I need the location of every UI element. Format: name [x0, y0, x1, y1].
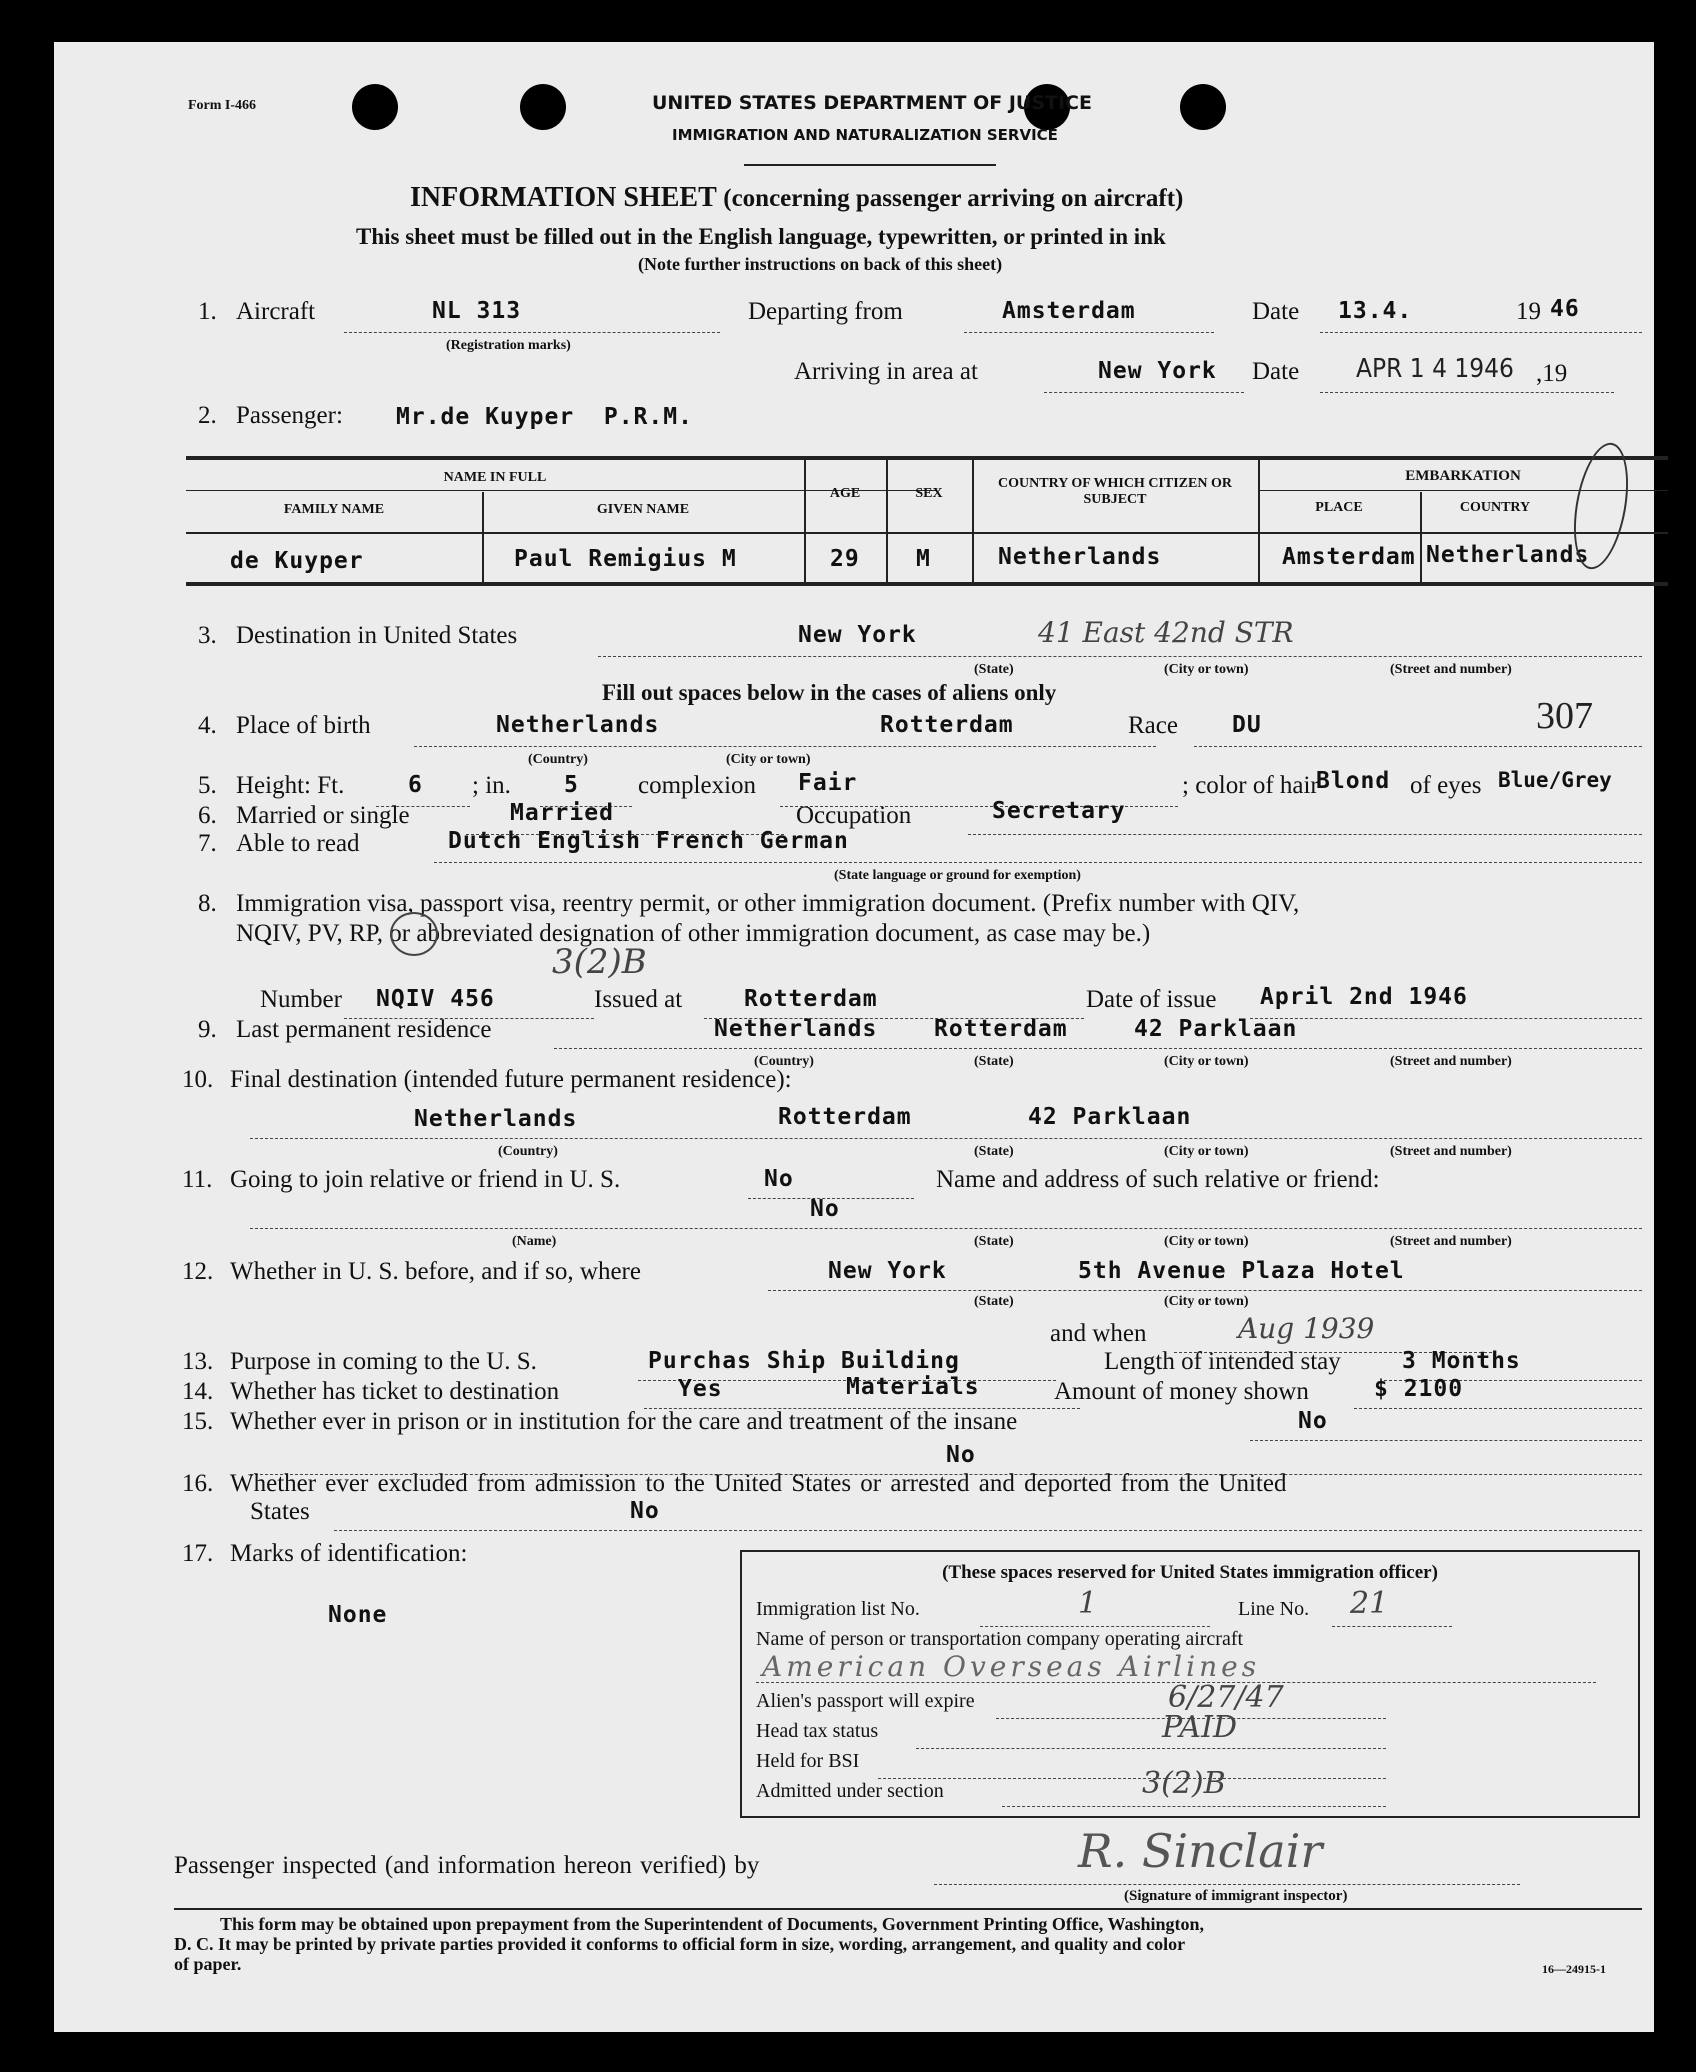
form-sheet: Form I-466 UNITED STATES DEPARTMENT OF JUSTICE IMMIGRATION AND NATURALIZATION SERVICE INFORMATION SHEET (concerning passenger arriving on aircraft) This sheet must be filled out in the English language, typewritten, or printed in ink (Note further instructions on back of this sheet) 1. Aircraft NL 313 (Registration marks) Departing from Amsterdam Date 13.4. 19 46 Arriving in area at New York Date APR 1 4 1946 ,19 2. Passenger: Mr.de Kuyper P.R.M. NAME IN FULL FAMILY NAME GIVEN NAME AGE SEX COUNTRY OF WHICH CITIZEN OR SUBJECT EMBARKATION PLACE COUNTRY de Kuyper Paul Remigius M 29 M Netherlands Amsterdam Netherlands 3. Destination in United States New York 41 East 42nd STR (State) (City or town) (Street and number) Fill out spaces below in the cases of aliens only 4. Place of birth Netherlands Rotterdam (Country) (City or town) Race DU 307 5. Height: Ft. 6 ; in. 5 complexion Fair ; color of hair Blond of eyes Blue/Grey 6. Married or single Married Occupation Secretary 7. Able to read Dutch English French German (State language or ground for exemption) 8. Immigration visa, passport visa, reentry permit, or other immigration document. (Prefix number with QIV, NQIV, PV, RP, or abbreviated designation of other immigration document, as case may be.) 3(2)B Number NQIV 456 Issued at Rotterdam Date of issue April 2nd 1946 9. Last permanent residence Netherlands Rotterdam 42 Parklaan (Country) (State) (City or town) (Street and number) 10. Final destination (intended future permanent residence): Netherlands Rotterdam 42 Parklaan (Country) (State) (City or town) (Street and number) 11. Going to join relative or friend in U. S. No Name and address of such relative or friend: No (Name) (State) (City or town) (Street and number) 12. Whether in U. S. before, and if so, where New York 5th Avenue Plaza Hotel (State) (City or town) and when Aug 1939 13. Purpose in coming to the U. S. Purchas Ship Building Length of intended stay 3 Months 14. Whether has ticket to destination Yes Materials Amount of money shown $ 2100 15. Whether ever in prison or in institution for the care and treatment of the insane No No 16. Whether ever excluded from admission to the United States or arrested and deported from the United States No 17. Marks of identification: None (These spaces reserved for United States immigration officer) Immigration list No. 1 Line No. 21 Name of person or transportation company operating aircraft American Overseas Airlines Alien's passport will expire 6/27/47 Head tax status PAID Held for BSI Admitted under section 3(2)B Passenger inspected (and information hereon verified) by R. Sinclair (Signature of immigrant inspector) This form may be obtained upon prepayment from the Superintendent of Documents, Government Printing Office, Washington, D. C. It may be printed by private parties provided it conforms to official form in size, wording, arrangement, and quality and color of paper. 16—24915-1: [54, 42, 1654, 2032]
form-code: 16—24915-1: [1542, 1962, 1606, 1976]
passenger-value[interactable]: Mr.de Kuyper P.R.M.: [396, 404, 693, 430]
family-name-value[interactable]: de Kuyper: [230, 548, 364, 574]
q2-number: 2.: [198, 402, 217, 429]
embarkation-country-header: COUNTRY: [1459, 500, 1531, 515]
inspector-signature[interactable]: R. Sinclair: [1078, 1824, 1323, 1878]
passport-expiry[interactable]: 6/27/47: [1168, 1680, 1284, 1715]
ticket-value[interactable]: Yes: [678, 1376, 723, 1402]
purpose-continued[interactable]: Materials: [846, 1374, 980, 1400]
date-label: Date: [1252, 298, 1300, 325]
excluded-label-1: Whether ever excluded from admission to the United States or arrested and deported from the United: [230, 1470, 1287, 1497]
family-name-header: FAMILY NAME: [283, 502, 385, 517]
race-value[interactable]: DU: [1232, 712, 1262, 738]
table-top-rule: [186, 456, 1668, 460]
form-id: Form I-466: [188, 98, 257, 113]
service-name: IMMIGRATION AND NATURALIZATION SERVICE: [672, 126, 1058, 144]
final-destination-label: Final destination (intended future permanent residence):: [230, 1066, 792, 1093]
document-handwritten-section: 3(2)B: [552, 942, 647, 982]
birth-country[interactable]: Netherlands: [496, 712, 660, 738]
head-tax-status[interactable]: PAID: [1162, 1710, 1237, 1745]
stamp-number: 307: [1536, 695, 1593, 737]
year-prefix: 19: [1516, 298, 1541, 325]
footer-rule: [174, 1908, 1642, 1910]
given-name-value[interactable]: Paul Remigius M: [514, 546, 737, 572]
residence-label: Last permanent residence: [236, 1016, 492, 1043]
name-in-full-header: NAME IN FULL: [443, 470, 547, 485]
registration-caption: (Registration marks): [446, 338, 571, 353]
destination-handwritten-address[interactable]: 41 East 42nd STR: [1038, 616, 1294, 649]
ticket-label: Whether has ticket to destination: [230, 1378, 560, 1405]
hair-color[interactable]: Blond: [1316, 768, 1391, 794]
eye-color[interactable]: Blue/Grey: [1498, 768, 1612, 792]
punch-hole: [520, 84, 566, 130]
race-label: Race: [1128, 712, 1178, 739]
languages-label: Able to read: [236, 830, 360, 857]
prison-label: Whether ever in prison or in institution for the care and treatment of the insane: [230, 1408, 1018, 1435]
identification-value[interactable]: None: [328, 1602, 388, 1628]
occupation-value[interactable]: Secretary: [992, 798, 1126, 824]
embarkation-place-value[interactable]: Amsterdam: [1282, 544, 1416, 570]
stay-value[interactable]: 3 Months: [1402, 1348, 1521, 1374]
q3-number: 3.: [198, 622, 217, 649]
admitted-section[interactable]: 3(2)B: [1142, 1766, 1226, 1801]
join-relative-label: Going to join relative or friend in U. S.: [230, 1166, 621, 1193]
officer-box: (These spaces reserved for United States immigration officer) Immigration list No. 1 Line No. 21 Name of person or transportation company operating aircraft American Overseas Airlines Alien's passport will expire 6/27/47 Head tax status PAID Held for BSI Admitted under section 3(2)B: [740, 1550, 1640, 1818]
footer-line-1: This form may be obtained upon prepayment from the Superintendent of Documents, Government Printing Office, Washington,: [220, 1914, 1205, 1934]
previous-visit-label: Whether in U. S. before, and if so, where: [230, 1258, 641, 1285]
q1-number: 1.: [198, 298, 217, 325]
final-country[interactable]: Netherlands: [414, 1106, 578, 1132]
issue-date-value[interactable]: April 2nd 1946: [1260, 984, 1468, 1010]
join-relative-value[interactable]: No: [764, 1166, 794, 1192]
previous-visit-state[interactable]: New York: [828, 1258, 947, 1284]
sex-value[interactable]: M: [916, 546, 931, 572]
age-value[interactable]: 29: [830, 546, 860, 572]
departing-value[interactable]: Amsterdam: [1002, 298, 1136, 324]
departure-date[interactable]: 13.4.: [1338, 298, 1413, 324]
birthplace-label: Place of birth: [236, 712, 371, 739]
money-value[interactable]: $ 2100: [1374, 1376, 1464, 1402]
departure-year[interactable]: 46: [1550, 296, 1580, 322]
embarkation-country-value[interactable]: Netherlands: [1426, 542, 1590, 568]
form-title: INFORMATION SHEET (concerning passenger arriving on aircraft): [410, 182, 1184, 213]
arriving-label: Arriving in area at: [794, 358, 978, 385]
residence-city[interactable]: Rotterdam: [934, 1016, 1068, 1042]
arrival-date-stamp[interactable]: APR 1 4 1946: [1356, 354, 1514, 384]
footer-line-2: D. C. It may be printed by private parties provided it conforms to official form in size, wording, arrangement, and quality and color: [174, 1934, 1186, 1954]
given-name-header: GIVEN NAME: [596, 502, 690, 517]
instruction-text: This sheet must be filled out in the English language, typewritten, or printed in ink: [356, 224, 1166, 249]
immigration-list-number[interactable]: 1: [1078, 1586, 1098, 1621]
note-text: (Note further instructions on back of this sheet): [638, 254, 1003, 274]
arrival-date-label: Date: [1252, 358, 1300, 385]
aircraft-value[interactable]: NL 313: [432, 298, 522, 324]
height-inches[interactable]: 5: [564, 772, 579, 798]
aliens-only-heading: Fill out spaces below in the cases of aliens only: [602, 680, 1057, 705]
passenger-label: Passenger:: [236, 402, 343, 429]
purpose-value[interactable]: Purchas Ship Building: [648, 1348, 960, 1374]
sex-header: SEX: [915, 486, 943, 501]
issued-at-value[interactable]: Rotterdam: [744, 986, 878, 1012]
languages-value[interactable]: Dutch English French German: [448, 828, 849, 854]
document-instruction-2: NQIV, PV, RP, or abbreviated designation of other immigration document, as case may be.): [236, 920, 1151, 947]
residence-country[interactable]: Netherlands: [714, 1016, 878, 1042]
height-feet[interactable]: 6: [408, 772, 423, 798]
purpose-label: Purpose in coming to the U. S.: [230, 1348, 537, 1375]
prison-value[interactable]: No: [1298, 1408, 1328, 1434]
arriving-value[interactable]: New York: [1098, 358, 1217, 384]
marital-label: Married or single: [236, 802, 410, 829]
destination-label: Destination in United States: [236, 622, 518, 649]
document-instruction-1: Immigration visa, passport visa, reentry permit, or other immigration document. (Prefix number with QIV,: [236, 890, 1300, 917]
embarkation-header: EMBARKATION: [1405, 468, 1521, 484]
final-street[interactable]: 42 Parklaan: [1028, 1104, 1192, 1130]
residence-street[interactable]: 42 Parklaan: [1134, 1016, 1298, 1042]
previous-visit-place[interactable]: 5th Avenue Plaza Hotel: [1078, 1258, 1405, 1284]
marital-value[interactable]: Married: [510, 800, 614, 826]
identification-label: Marks of identification:: [230, 1540, 468, 1567]
destination-state[interactable]: New York: [798, 622, 917, 648]
complexion-value[interactable]: Fair: [798, 770, 858, 796]
punch-hole: [352, 84, 398, 130]
height-label: Height: Ft.: [236, 772, 345, 799]
embarkation-place-header: PLACE: [1315, 500, 1363, 515]
footer-line-3: of paper.: [174, 1954, 242, 1974]
inspected-label: Passenger inspected (and information hereon verified) by: [174, 1852, 760, 1879]
line-number[interactable]: 21: [1350, 1586, 1389, 1621]
relative-name-value[interactable]: No: [810, 1196, 840, 1222]
operating-company[interactable]: American Overseas Airlines: [762, 1650, 1261, 1683]
citizen-country-value[interactable]: Netherlands: [998, 544, 1162, 570]
excluded-value[interactable]: No: [630, 1498, 660, 1524]
aircraft-label: Aircraft: [236, 298, 316, 325]
department-name: UNITED STATES DEPARTMENT OF JUSTICE: [652, 92, 1092, 114]
document-number[interactable]: NQIV 456: [376, 986, 495, 1012]
excluded-label-2: States: [250, 1498, 310, 1525]
officer-box-title: (These spaces reserved for United States immigration officer): [942, 1562, 1438, 1583]
pv-circle: [390, 912, 438, 956]
punch-hole: [1180, 84, 1226, 130]
departing-label: Departing from: [748, 298, 903, 325]
age-header: AGE: [829, 486, 861, 501]
prison-value-2[interactable]: No: [946, 1442, 976, 1468]
previous-visit-when[interactable]: Aug 1939: [1238, 1312, 1375, 1345]
arrival-year-prefix: ,19: [1536, 360, 1568, 387]
header-rule: [744, 164, 996, 166]
citizen-country-header: COUNTRY OF WHICH CITIZEN OR SUBJECT: [998, 476, 1232, 507]
final-city[interactable]: Rotterdam: [778, 1104, 912, 1130]
document-number-label: Number: [260, 986, 342, 1013]
birth-city[interactable]: Rotterdam: [880, 712, 1014, 738]
